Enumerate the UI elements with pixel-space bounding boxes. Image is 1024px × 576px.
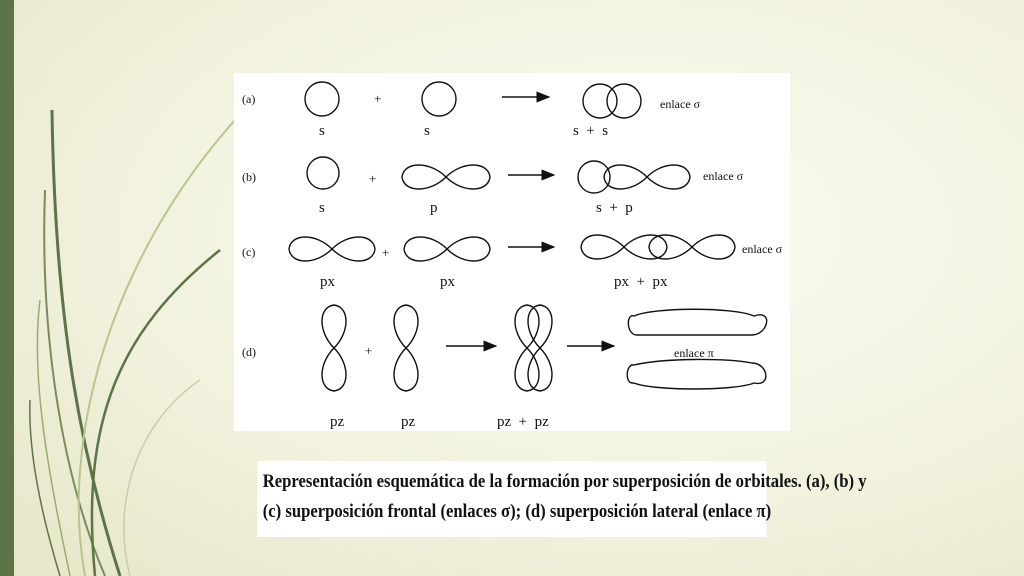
sub-label-b-right: p [430,200,438,216]
orbital-overlap-figure [234,73,790,431]
bond-label-b: enlace σ [703,169,744,183]
sub-label-c-result: px + px [614,274,668,290]
operator-b: + [369,171,377,186]
pz-orbital-d-overlap-1 [515,305,539,391]
row-label-d: (d) [242,345,256,359]
sub-label-b-result: s + p [596,200,633,216]
sub-label-d-left: pz [330,414,345,430]
bond-label-d: enlace π [674,346,714,360]
bond-label-c: enlace σ [742,242,783,256]
bond-label-a: enlace σ [660,97,701,111]
operator-c: + [382,245,390,260]
sub-label-a-right: s [424,123,430,139]
sub-label-b-left: s [319,200,325,216]
p-orbital-b-overlap [604,165,690,189]
row-label-b: (b) [242,170,256,184]
orbital-diagram-svg [234,73,790,431]
px-orbital-c-left [289,237,375,261]
row-label-c: (c) [242,245,256,259]
row-label-a: (a) [242,92,256,106]
figure-caption [257,461,867,537]
s-orbital-b-overlap [578,161,610,193]
operator-a: + [374,91,382,106]
pz-orbital-d-overlap-2 [528,305,552,391]
caption-line-2: (c) superposición frontal (enlaces σ); (d) superposición lateral (enlace π) [262,502,772,522]
operator-d: + [365,343,373,358]
sub-label-c-right: px [440,274,455,290]
s-orbital-b [307,157,339,189]
p-orbital-b [402,165,490,189]
pz-orbital-d-right [394,305,418,391]
s-orbital-a-right [422,82,456,116]
sub-label-a-left: s [319,123,325,139]
pz-orbital-d-left [322,305,346,391]
sub-label-c-left: px [320,274,335,290]
px-orbital-c-right [404,237,490,261]
sub-label-d-right: pz [401,414,416,430]
s-orbital-a-left [305,82,339,116]
pi-bond-upper-lobe [628,309,766,335]
sub-label-d-result: pz + pz [497,414,549,430]
sub-label-a-result: s + s [573,123,609,139]
s-orbital-a-overlap-2 [607,84,641,118]
pi-bond-lower-lobe [627,359,766,389]
caption-line-1: Representación esquemática de la formación por superposición de orbitales. (a), (b) y [262,472,867,492]
